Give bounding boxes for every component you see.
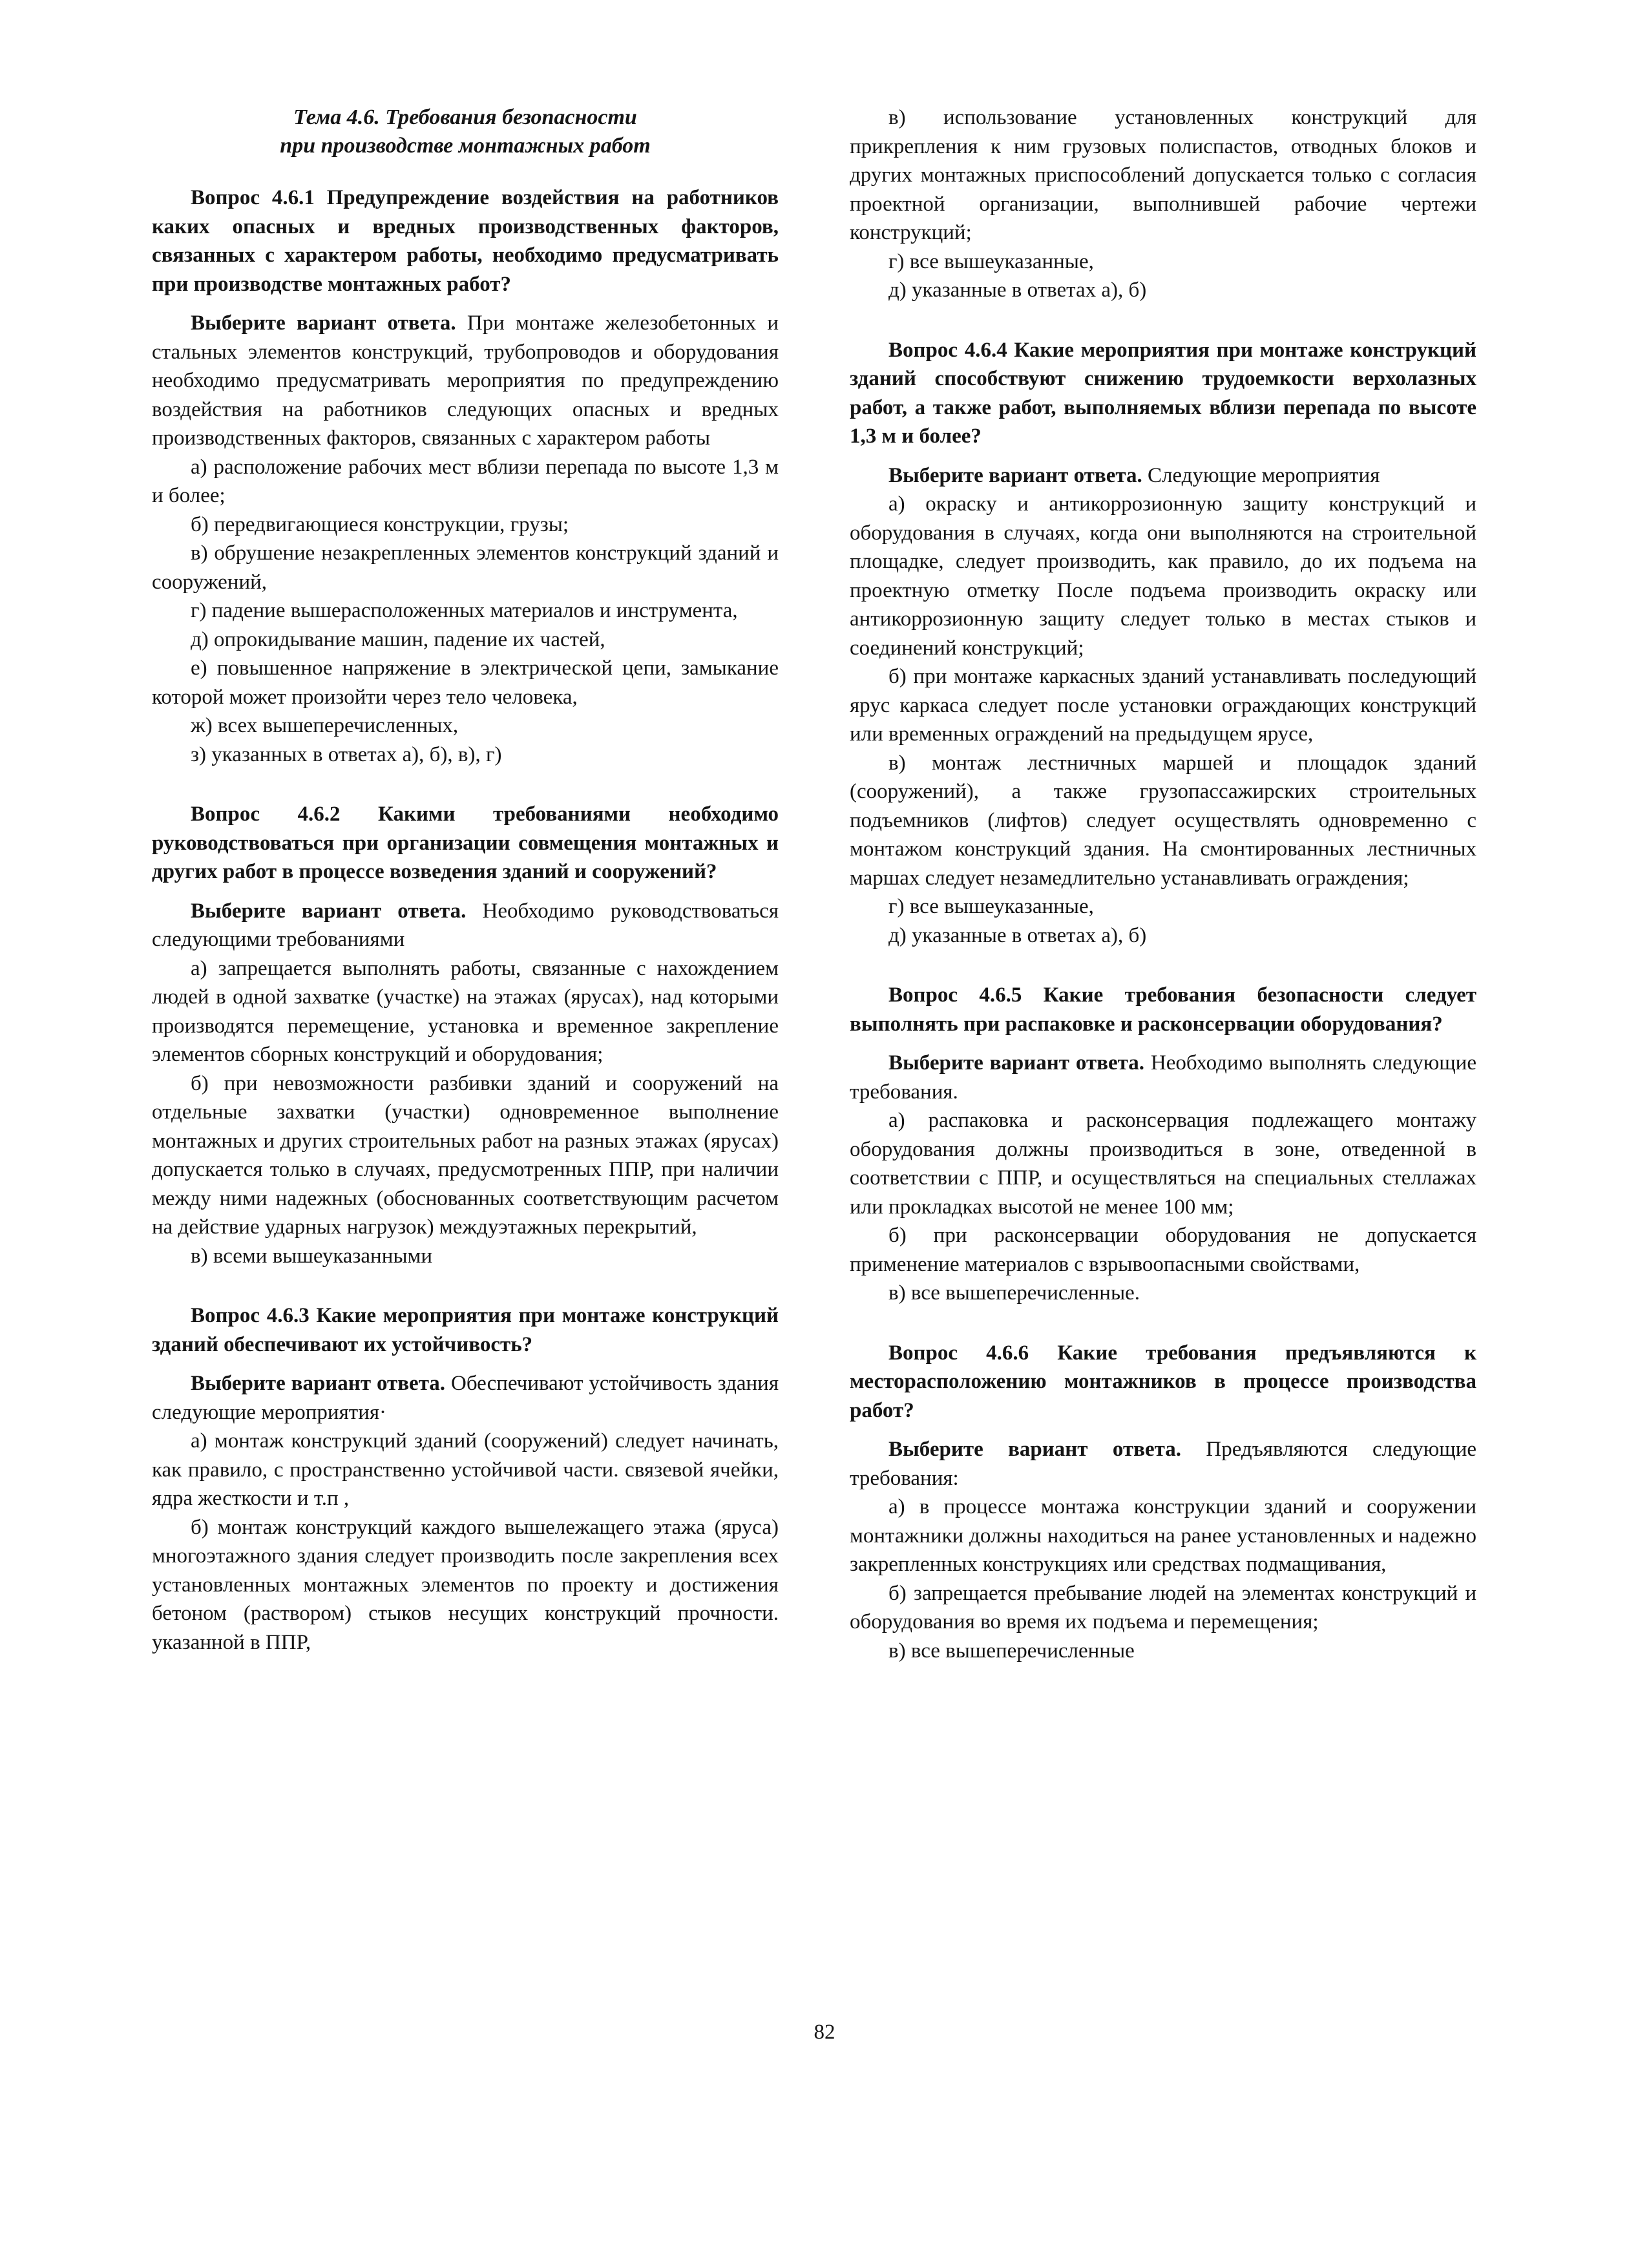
- answer-prompt: Выберите вариант ответа.: [888, 1438, 1181, 1461]
- answer-option: а) монтаж конструкций зданий (сооружений) следует начинать, как правило, с пространственно устойчивой части. связевой ячейки, ядра жесткости и т.п ,: [152, 1429, 779, 1510]
- answer-option: б) передвигающиеся конструкции, грузы;: [191, 512, 569, 536]
- answer-intro-text: Предъявляются следующие требования:: [850, 1438, 1476, 1490]
- answer-prompt: Выберите вариант ответа.: [888, 1051, 1144, 1075]
- topic-heading-line-1: Тема 4.6. Требования безопасности: [293, 105, 637, 129]
- answer-intro-text: При монтаже железобетонных и стальных элементов конструкций, трубопроводов и оборудования необходимо предусматривать мероприятия по предупреждению воздействия на работников следующих опасных и вредных производственных факторов, связанных с характером работы: [152, 311, 779, 450]
- answer-prompt: Выберите вариант ответа.: [191, 899, 467, 923]
- answer-intro-text: Необходимо руководствоваться следующими требованиями: [152, 899, 779, 951]
- answer-option: г) все вышеуказанные,: [888, 249, 1094, 273]
- spacer: [152, 769, 779, 800]
- answer-prompt: Выберите вариант ответа.: [191, 311, 456, 335]
- question-title: Вопрос 4.6.3 Какие мероприятия при монтаже конструкций зданий обеспечивают их устойчивость?: [152, 1304, 779, 1356]
- question-4-6-3-continued: [850, 103, 1476, 305]
- question-title: Вопрос 4.6.4 Какие мероприятия при монтаже конструкций зданий способствуют снижению трудоемкости верхолазных работ, а также работ, выполняемых вблизи перепада по высоте 1,3 м и более?: [850, 338, 1476, 448]
- answer-intro: [850, 1435, 1476, 1493]
- answer-option: в) обрушение незакрепленных элементов конструкций зданий и сооружений,: [152, 541, 779, 594]
- spacer: [850, 1308, 1476, 1339]
- page-number: 82: [814, 2021, 835, 2044]
- answer-prompt: Выберите вариант ответа.: [191, 1372, 446, 1395]
- answer-option: б) при монтаже каркасных зданий устанавливать последующий ярус каркаса следует после установки ограждающих конструкций или временных ограждений на предыдущем ярусе,: [850, 665, 1476, 746]
- question-title: Вопрос 4.6.5 Какие требования безопасности следует выполнять при распаковке и расконсервации оборудования?: [850, 983, 1476, 1036]
- answer-intro: [152, 309, 779, 453]
- answer-option: а) расположение рабочих мест вблизи перепада по высоте 1,3 м и более;: [152, 455, 779, 507]
- answer-intro-text: Необходимо выполнять следующие требования.: [850, 1051, 1476, 1104]
- question-title: Вопрос 4.6.6 Какие требования предъявляются к месторасположению монтажников в процессе производства работ?: [850, 1341, 1476, 1422]
- answer-option: е) повышенное напряжение в электрической цепи, замыкание которой может произойти через тело человека,: [152, 656, 779, 709]
- answer-prompt: Выберите вариант ответа.: [888, 463, 1142, 487]
- answer-option: в) монтаж лестничных маршей и площадок зданий (сооружений), а также грузопассажирских строительных подъемников (лифтов) следует осуществлять одновременно с монтажом конструкций здания. На смонтированных лестничных маршах следует незамедлительно устанавливать ограждения;: [850, 751, 1476, 890]
- spacer: [850, 950, 1476, 981]
- answer-option: д) опрокидывание машин, падение их частей,: [191, 627, 605, 651]
- answer-option: з) указанных в ответах а), б), в), г): [191, 742, 502, 766]
- answer-intro: [850, 461, 1476, 490]
- question-4-6-2: [152, 800, 779, 1270]
- question-title: Вопрос 4.6.1 Предупреждение воздействия на работников каких опасных и вредных производственных факторов, связанных с характером работы, необходимо предусматривать при производстве монтажных работ?: [152, 186, 779, 296]
- question-4-6-4: [850, 336, 1476, 950]
- answer-option: а) окраску и антикоррозионную защиту конструкций и оборудования в случаях, когда они выполняются на строительной площадке, следует производить, как правило, до их подъема на проектную отметку После подъема производить окраску или антикоррозионную защиту следует только в местах стыков и соединений конструкций;: [850, 492, 1476, 660]
- answer-option: в) все вышеперечисленные.: [888, 1281, 1140, 1305]
- right-column: [850, 103, 1476, 1665]
- answer-option: д) указанные в ответах а), б): [888, 278, 1147, 302]
- answer-option: б) при невозможности разбивки зданий и сооружений на отдельные захватки (участки) одновременное выполнение монтажных и других строительных работ на разных этажах (ярусах) допускается только в случаях, предусмотренных ППР, при наличии между ними надежных (обоснованных соответствующим расчетом на действие ударных нагрузок) междуэтажных перекрытий,: [152, 1071, 779, 1239]
- answer-option: в) всеми вышеуказанными: [191, 1244, 433, 1268]
- answer-option: г) все вышеуказанные,: [888, 895, 1094, 918]
- topic-heading-line-2: при производстве монтажных работ: [280, 134, 651, 158]
- topic-heading: [152, 103, 779, 160]
- answer-option: в) использование установленных конструкций для прикрепления к ним грузовых полиспастов, отводных блоков и других монтажных приспособлений допускается только с согласия проектной организации, выполнившей рабочие чертежи конструкций;: [850, 106, 1476, 244]
- answer-option: а) запрещается выполнять работы, связанные с нахождением людей в одной захватке (участке) на этажах (ярусах), над которыми производятся перемещение, установка и временное закрепление элементов сборных конструкций и оборудования;: [152, 956, 779, 1066]
- spacer: [850, 305, 1476, 336]
- answer-option: д) указанные в ответах а), б): [888, 923, 1147, 947]
- spacer: [152, 1270, 779, 1301]
- answer-option: б) монтаж конструкций каждого вышележащего этажа (яруса) многоэтажного здания следует производить после закрепления всех установленных монтажных элементов по проекту и достижения бетоном (раствором) стыков несущих конструкций прочности. указанной в ППР,: [152, 1515, 779, 1654]
- left-column: [152, 103, 779, 1657]
- answer-option: б) запрещается пребывание людей на элементах конструкций и оборудования во время их подъема и перемещения;: [850, 1581, 1476, 1633]
- question-4-6-3: [152, 1301, 779, 1657]
- question-title: Вопрос 4.6.2 Какими требованиями необходимо руководствоваться при организации совмещения монтажных и других работ в процессе возведения зданий и сооружений?: [152, 803, 779, 883]
- answer-intro-text: Следующие мероприятия: [1147, 463, 1380, 487]
- answer-intro: [152, 1369, 779, 1427]
- answer-option: ж) всех вышеперечисленных,: [191, 714, 459, 737]
- answer-option: б) при расконсервации оборудования не допускается применение материалов с взрывоопасными свойствами,: [850, 1224, 1476, 1276]
- answer-option: г) падение вышерасположенных материалов и инструмента,: [191, 599, 738, 622]
- answer-intro: [850, 1049, 1476, 1106]
- question-4-6-6: [850, 1339, 1476, 1666]
- answer-option: а) в процессе монтажа конструкции зданий и сооружении монтажники должны находиться на ранее установленных и надежно закрепленных конструкциях или средствах подмащивания,: [850, 1495, 1476, 1576]
- question-4-6-1: [152, 184, 779, 769]
- answer-intro-text: Обеспечивают устойчивость здания следующие мероприятия·: [152, 1372, 779, 1424]
- answer-intro: [152, 897, 779, 954]
- answer-option: а) распаковка и расконсервация подлежащего монтажу оборудования должны производиться в зоне, отведенной в соответствии с ППР, и осуществляться на специальных стеллажах или прокладках высотой не менее 100 мм;: [850, 1109, 1476, 1219]
- question-4-6-5: [850, 981, 1476, 1308]
- answer-option: в) все вышеперечисленные: [888, 1639, 1135, 1663]
